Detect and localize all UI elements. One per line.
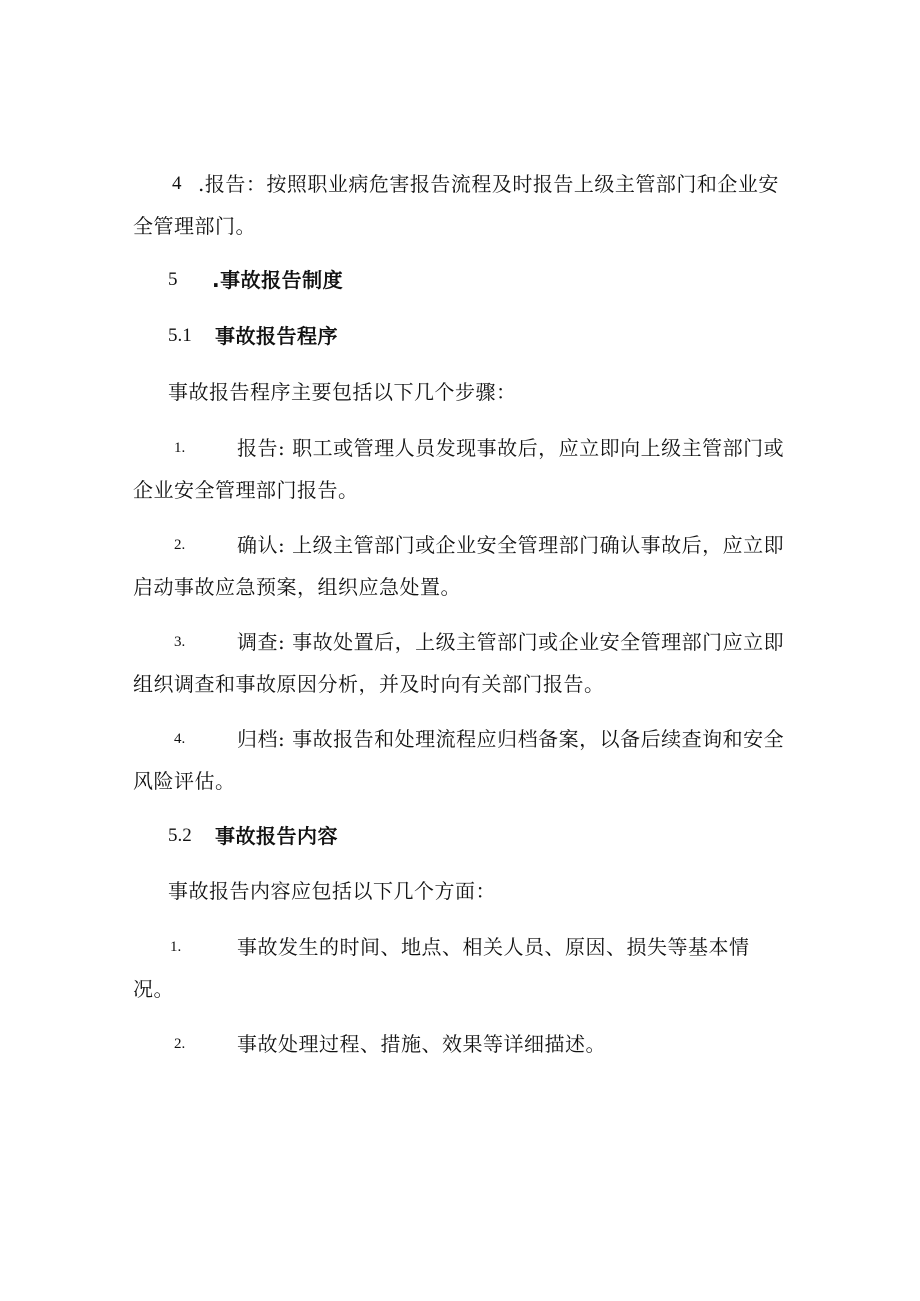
section-5-1-title: 事故报告程序 <box>215 324 338 348</box>
step-2-line1: 确认: 上级主管部门或企业安全管理部门确认事故后，应立即 <box>237 533 785 557</box>
content-item-1-line2: 况。 <box>133 977 174 1001</box>
item-4-text-line2: 全管理部门。 <box>133 214 256 238</box>
step-2-number: 2. <box>174 537 186 553</box>
step-4-line2: 风险评估。 <box>133 769 236 793</box>
content-item-2-number: 2. <box>174 1036 186 1052</box>
step-3-number: 3. <box>174 634 186 650</box>
step-2-line2: 启动事故应急预案，组织应急处置。 <box>133 575 461 599</box>
content-item-1-line1: 事故发生的时间、地点、相关人员、原因、损失等基本情 <box>237 935 750 959</box>
section-5-number: 5 <box>168 269 178 290</box>
step-1-line2: 企业安全管理部门报告。 <box>133 478 359 502</box>
section-5-2-number: 5.2 <box>168 825 192 846</box>
step-4-line1: 归档: 事故报告和处理流程应归档备案，以备后续查询和安全 <box>237 727 785 751</box>
item-4-number: 4 <box>172 173 182 194</box>
section-5-1-intro: 事故报告程序主要包括以下几个步骤： <box>168 380 517 404</box>
step-3-line1: 调查: 事故处置后，上级主管部门或企业安全管理部门应立即 <box>237 630 785 654</box>
step-1-number: 1. <box>174 440 186 456</box>
item-4-text-line1: .报告：按照职业病危害报告流程及时报告上级主管部门和企业安 <box>198 172 779 196</box>
content-item-2-line1: 事故处理过程、措施、效果等详细描述。 <box>237 1032 606 1056</box>
section-5-title: .事故报告制度 <box>212 268 344 292</box>
content-item-1-number: 1. <box>170 939 182 955</box>
section-5-2-title: 事故报告内容 <box>215 824 338 848</box>
step-3-line2: 组织调查和事故原因分析，并及时向有关部门报告。 <box>133 672 605 696</box>
step-1-line1: 报告: 职工或管理人员发现事故后，应立即向上级主管部门或 <box>237 436 785 460</box>
section-5-1-number: 5.1 <box>168 325 192 346</box>
section-5-2-intro: 事故报告内容应包括以下几个方面： <box>168 879 496 903</box>
step-4-number: 4. <box>174 731 186 747</box>
